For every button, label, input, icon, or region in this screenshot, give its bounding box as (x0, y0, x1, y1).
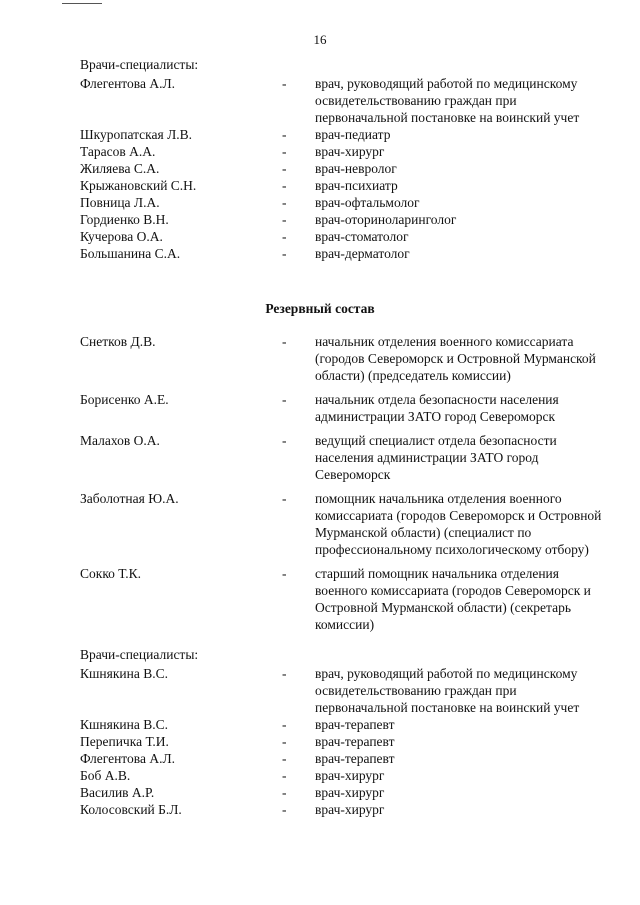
dash-separator: - (282, 76, 287, 91)
member-role: врач-невролог (315, 161, 397, 176)
member-name: Крыжановский С.Н. (80, 178, 197, 193)
member-name: Кучерова О.А. (80, 229, 163, 244)
member-row (0, 490, 640, 558)
section-heading-specialists: Врачи-специалисты: (80, 57, 199, 72)
member-role: врач-терапевт (315, 734, 395, 749)
reserve-list (0, 333, 640, 633)
dash-separator: - (282, 785, 287, 800)
member-row (0, 565, 640, 633)
member-name: Борисенко А.Е. (80, 392, 169, 407)
member-role: врач-психиатр (315, 178, 398, 193)
member-name: Кшнякина В.С. (80, 717, 168, 732)
member-name: Тарасов А.А. (80, 144, 156, 159)
member-row (0, 160, 640, 177)
member-role: врач-терапевт (315, 717, 395, 732)
member-name: Флегентова А.Л. (80, 76, 175, 91)
member-name: Большанина С.А. (80, 246, 181, 261)
dash-separator: - (282, 566, 287, 581)
dash-separator: - (282, 212, 287, 227)
member-name: Сокко Т.К. (80, 566, 141, 581)
member-row (0, 784, 640, 801)
member-row (0, 143, 640, 160)
top-rule (62, 3, 102, 4)
member-role: врач-оториноларинголог (315, 212, 457, 227)
dash-separator: - (282, 229, 287, 244)
member-row (0, 733, 640, 750)
specialists-list (0, 75, 640, 262)
member-role: врач-хирург (315, 144, 385, 159)
member-name: Василив А.Р. (80, 785, 155, 800)
member-role: врач-педиатр (315, 127, 391, 142)
dash-separator: - (282, 802, 287, 817)
reserve-section-title: Резервный состав (265, 301, 375, 316)
member-role: врач-офтальмолог (315, 195, 420, 210)
member-row (0, 75, 640, 126)
member-row (0, 126, 640, 143)
member-role: старший помощник начальника отделения военного комиссариата (городов Североморск и Островной Мурманской области) (секретарь комиссии) (315, 566, 591, 632)
member-role: врач-хирург (315, 802, 385, 817)
section-heading-specialists-reserve: Врачи-специалисты: (80, 647, 199, 662)
member-name: Шкуропатская Л.В. (80, 127, 193, 142)
page-number: 16 (313, 32, 327, 47)
member-row (0, 333, 640, 384)
member-name: Перепичка Т.И. (80, 734, 169, 749)
dash-separator: - (282, 433, 287, 448)
member-row (0, 767, 640, 784)
dash-separator: - (282, 717, 287, 732)
member-name: Флегентова А.Л. (80, 751, 175, 766)
dash-separator: - (282, 751, 287, 766)
member-role: врач-хирург (315, 768, 385, 783)
member-row (0, 432, 640, 483)
dash-separator: - (282, 666, 287, 681)
member-role: врач, руководящий работой по медицинскому освидетельствованию граждан при первоначальной постановке на воинский учет (315, 76, 580, 125)
dash-separator: - (282, 144, 287, 159)
dash-separator: - (282, 195, 287, 210)
member-row (0, 716, 640, 733)
member-row (0, 177, 640, 194)
member-role: помощник начальника отделения военного комиссариата (городов Североморск и Островной Мурманской области) (специалист по профессиональному психологическому отбору) (315, 491, 602, 557)
dash-separator: - (282, 334, 287, 349)
member-row (0, 750, 640, 767)
member-role: врач-стоматолог (315, 229, 409, 244)
reserve-specialists-list (0, 665, 640, 818)
member-name: Заболотная Ю.А. (80, 491, 179, 506)
member-role: врач-хирург (315, 785, 385, 800)
member-role: начальник отделения военного комиссариата (городов Североморск и Островной Мурманской области) (председатель комиссии) (315, 334, 596, 383)
member-role: ведущий специалист отдела безопасности населения администрации ЗАТО город Североморск (315, 433, 557, 482)
member-name: Жиляева С.А. (80, 161, 160, 176)
member-name: Кшнякина В.С. (80, 666, 168, 681)
member-name: Гордиенко В.Н. (80, 212, 169, 227)
member-row (0, 211, 640, 228)
dash-separator: - (282, 161, 287, 176)
dash-separator: - (282, 127, 287, 142)
member-row (0, 228, 640, 245)
dash-separator: - (282, 734, 287, 749)
member-role: врач, руководящий работой по медицинскому освидетельствованию граждан при первоначальной постановке на воинский учет (315, 666, 580, 715)
dash-separator: - (282, 246, 287, 261)
member-row (0, 801, 640, 818)
dash-separator: - (282, 392, 287, 407)
member-row (0, 194, 640, 211)
member-row (0, 665, 640, 716)
member-name: Снетков Д.В. (80, 334, 156, 349)
member-role: врач-дерматолог (315, 246, 410, 261)
member-role: врач-терапевт (315, 751, 395, 766)
member-row (0, 391, 640, 425)
member-name: Малахов О.А. (80, 433, 160, 448)
member-name: Колосовский Б.Л. (80, 802, 182, 817)
member-name: Боб А.В. (80, 768, 131, 783)
dash-separator: - (282, 491, 287, 506)
member-row (0, 245, 640, 262)
member-role: начальник отдела безопасности населения администрации ЗАТО город Североморск (315, 392, 559, 424)
member-name: Повница Л.А. (80, 195, 160, 210)
dash-separator: - (282, 178, 287, 193)
dash-separator: - (282, 768, 287, 783)
